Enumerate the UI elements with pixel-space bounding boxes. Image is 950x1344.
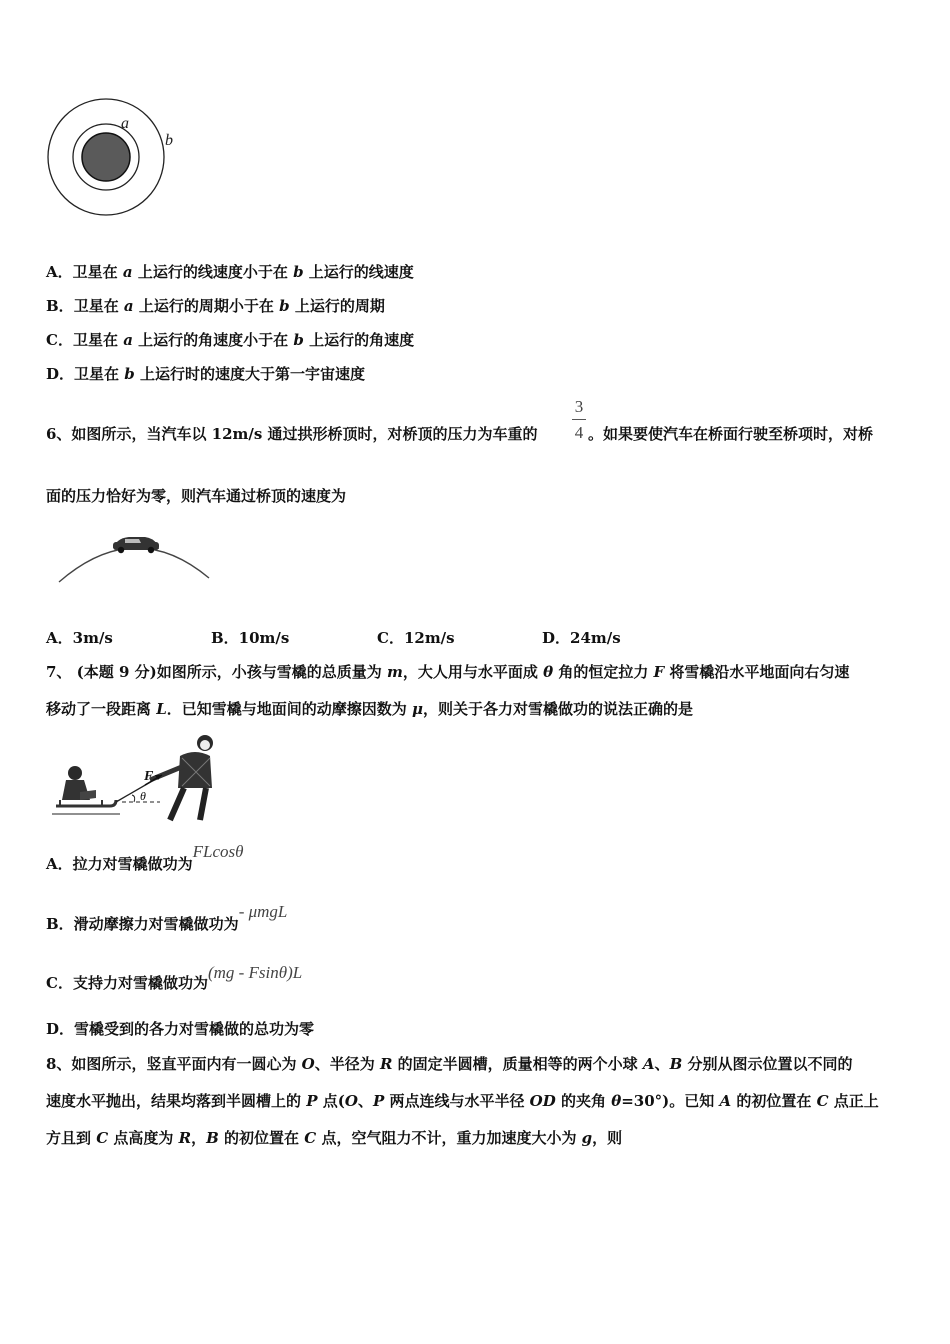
q5-option-a: A．卫星在 a 上运行的线速度小于在 b 上运行的线速度 xyxy=(46,263,414,281)
orbit-b-label: b xyxy=(165,132,173,149)
q7-option-a-formula: FLcosθ xyxy=(192,842,244,861)
q6-fraction-numerator: 3 xyxy=(574,397,584,416)
q7-option-b: B．滑动摩擦力对雪橇做功为- μmgL xyxy=(46,902,288,933)
q8-stem-line1: 8、如图所示，竖直平面内有一圆心为 O、半径为 R 的固定半圆槽，质量相等的两个小球 A、B 分别从图示位置以不同的 xyxy=(46,1055,853,1073)
force-label: F xyxy=(144,769,154,784)
q6-option-c: C．12m/s xyxy=(377,629,455,647)
q7-option-b-formula: - μmgL xyxy=(238,902,288,921)
q7-stem-line2: 移动了一段距离 L．已知雪橇与地面间的动摩擦因数为 μ，则关于各力对雪橇做功的说法正确的是 xyxy=(46,700,694,718)
bridge-figure xyxy=(55,528,215,588)
bridge-arc xyxy=(59,548,209,582)
q5-option-d: D．卫星在 b 上运行时的速度大于第一宇宙速度 xyxy=(46,365,365,383)
q7-option-a: A．拉力对雪橇做功为FLcosθ xyxy=(46,842,244,873)
q5-option-c: C．卫星在 a 上运行的角速度小于在 b 上运行的角速度 xyxy=(46,331,415,349)
q7-option-d: D．雪橇受到的各力对雪橇做的总功为零 xyxy=(46,1020,315,1038)
planet xyxy=(82,133,130,181)
q6-fraction-denominator: 4 xyxy=(574,423,584,442)
q6-stem-line2: 面的压力恰好为零，则汽车通过桥顶的速度为 xyxy=(46,487,347,505)
q7-option-c: C．支持力对雪橇做功为(mg - Fsinθ)L xyxy=(46,963,303,992)
angle-label: θ xyxy=(140,789,146,803)
q6-stem-line1: 6、如图所示，当汽车以 12m/s 通过拱形桥顶时，对桥顶的压力为车重的 xyxy=(46,425,538,443)
q6-stem-line1b: 。如果要使汽车在桥面行驶至桥项时，对桥 xyxy=(588,425,874,443)
sled-figure xyxy=(50,728,220,824)
q6-option-b: B．10m/s xyxy=(211,629,290,647)
q7-stem-line1: 7、 (本题 9 分)如图所示，小孩与雪橇的总质量为 m，大人用与水平面成 θ 角的恒定拉力 F 将雪橇沿水平地面向右匀速 xyxy=(46,663,850,681)
orbit-figure xyxy=(40,92,190,222)
q6-option-d: D．24m/s xyxy=(542,629,621,647)
angle-arc xyxy=(132,795,135,802)
q8-stem-line3: 方且到 C 点高度为 R，B 的初位置在 C 点，空气阻力不计，重力加速度大小为 g，则 xyxy=(46,1129,623,1147)
q6-fraction-bar xyxy=(572,419,586,420)
q6-option-a: A．3m/s xyxy=(46,629,113,647)
q5-option-b: B．卫星在 a 上运行的周期小于在 b 上运行的周期 xyxy=(46,297,385,315)
car-icon xyxy=(113,537,159,553)
child-sled xyxy=(52,766,120,814)
orbit-a-label: a xyxy=(121,115,129,132)
q7-option-c-formula: (mg - Fsinθ)L xyxy=(207,963,303,982)
q8-stem-line2: 速度水平抛出，结果均落到半圆槽上的 P 点(O、P 两点连线与水平半径 OD 的夹角 θ=30°)。已知 A 的初位置在 C 点正上 xyxy=(46,1092,879,1110)
